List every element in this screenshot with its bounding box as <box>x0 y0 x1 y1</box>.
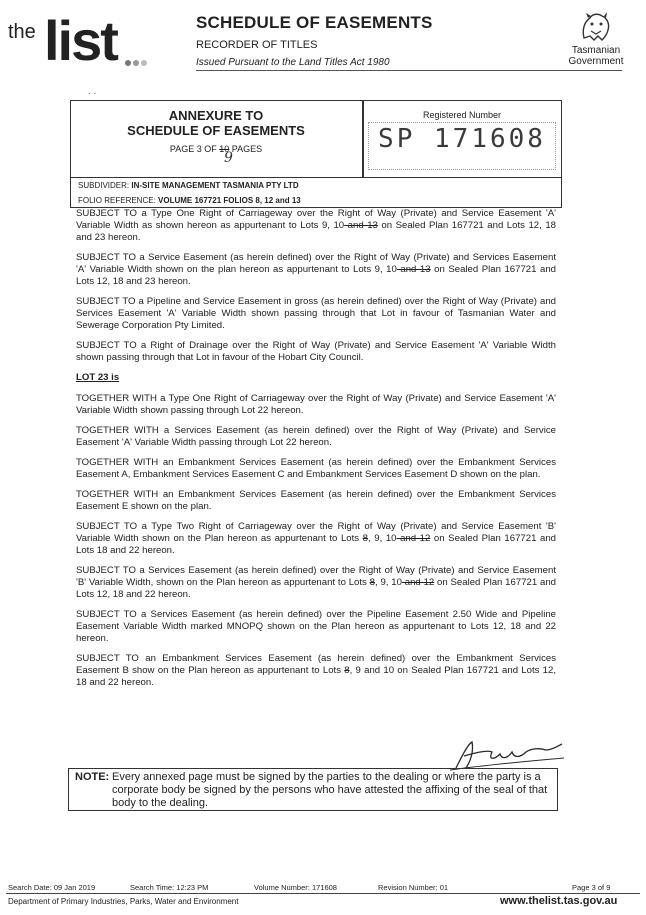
page-indicator: Page 3 of 9 <box>572 883 611 892</box>
folio-reference-line: FOLIO REFERENCE: VOLUME 167721 FOLIOS 8, 12 and 13 <box>78 196 301 205</box>
subdivider-name: IN-SITE MANAGEMENT TASMANIA PTY LTD <box>131 181 299 190</box>
logo-big-text: list <box>44 9 117 70</box>
note-label: NOTE: <box>75 771 110 783</box>
lot-heading: LOT 23 is <box>76 372 120 383</box>
paragraph-12: SUBJECT TO an Embankment Services Easement (as herein defined) over the Embankment Services Easement B show on the Plan hereon as appurtenant to Lots 8, 9 and 10 on Sealed Plan 167721 and Lots 12, 18 and 22 hereon. <box>76 653 556 688</box>
paragraph-1: SUBJECT TO a Type One Right of Carriageway over the Right of Way (Private) and Service Easement 'A' Variable Width as shown hereon as appurtenant to Lots 9, 10 and 13 on Sealed Plan 167721 and Lots 12, 18 and 23 hereon. <box>76 208 556 243</box>
annexure-heading <box>70 108 362 154</box>
annexure-page-count: PAGE 3 OF 10 PAGES <box>169 144 263 154</box>
struck-text: and 13 <box>344 220 378 231</box>
paragraph-10: SUBJECT TO a Services Easement (as herein defined) over the Right of Way (Private) and Service Easement 'B' Variable Width, shown on the Plan hereon as appurtenant to Lots 8, 9, 10 and 12 on Sealed Plan 167721 and Lots 12, 18 and 22 hereon. <box>76 565 557 600</box>
issued-pursuant: Issued Pursuant to the Land Titles Act 1980 <box>196 57 390 68</box>
subdivider-line: SUBDIVIDER: IN-SITE MANAGEMENT TASMANIA PTY LTD <box>78 181 299 190</box>
annexure-title-line-1: ANNEXURE TO <box>168 108 264 123</box>
revision-number: Revision Number: 01 <box>378 883 449 892</box>
paragraph-8: TOGETHER WITH an Embankment Services Easement (as herein defined) over the Embankment Services Easement E shown on the plan. <box>76 489 556 512</box>
document-title: SCHEDULE OF EASEMENTS <box>196 13 433 32</box>
struck-text: 8 <box>362 533 369 544</box>
paragraph-5: TOGETHER WITH a Type One Right of Carriageway over the Right of Way (Private) and Service Easement 'A' Variable Width shown passing through Lot 22 hereon. <box>76 393 556 416</box>
registered-number-label: Registered Number <box>422 110 502 120</box>
struck-text: and 12 <box>401 577 435 588</box>
handwritten-page-total: 9 <box>224 150 233 166</box>
paragraph-9: SUBJECT TO a Type Two Right of Carriageway over the Right of Way (Private) and Service Easement 'B' Variable Width shown on the Plan hereon as appurtenant to Lots 8, 9, 10 and 12 on Sealed Plan 167721 and Lots 18 and 22 hereon. <box>76 521 557 556</box>
easement-text <box>76 208 556 697</box>
struck-page-total: 10 <box>219 144 230 154</box>
folio-reference-value: VOLUME 167721 FOLIOS 8, 12 and 13 <box>158 196 301 205</box>
paragraph-2: SUBJECT TO a Service Easement (as herein defined) over the Right of Way (Private) and Services Easement 'A' Variable Width shown on the plan hereon as appurtenant to Lots 9, 10 and 13 on Sealed Plan 167721 and Lots 12, 18 and 23 hereon. <box>76 252 557 287</box>
struck-text: 8 <box>369 577 375 588</box>
struck-text: 8 <box>344 665 350 676</box>
document-subtitle: RECORDER OF TITLES <box>196 39 318 51</box>
logo-small-text: the <box>8 21 36 43</box>
note-text: Every annexed page must be signed by the parties to the dealing or where the party is a corporate body be signed by the persons who have attested the affixing of the seal of that body to the dealing. <box>112 771 548 809</box>
department-name: Department of Primary Industries, Parks, Water and Environment <box>8 897 239 906</box>
paragraph-3: SUBJECT TO a Pipeline and Service Easement in gross (as herein defined) over the Right of Way (Private) and Services Easement 'A' Variable Width shown passing through that Lot in favour of Tasmanian Water and Sewerage Corporation Pty Limited. <box>76 296 556 331</box>
struck-text: and 12 <box>396 533 431 544</box>
annexure-title-line-2: SCHEDULE OF EASEMENTS <box>127 123 305 138</box>
paragraph-4: SUBJECT TO a Right of Drainage over the Right of Way (Private) and Service Easement 'A' Variable Width shown passing through that Lot in favour of the Hobart City Council. <box>76 340 556 363</box>
search-time: Search Time: 12:23 PM <box>130 883 209 892</box>
website-link[interactable]: www.thelist.tas.gov.au <box>500 895 618 907</box>
paragraph-7: TOGETHER WITH an Embankment Services Easement (as herein defined) over the Embankment Services Easement A, Embankment Services Easement C and Embankment Services Easement D shown on the plan. <box>76 457 556 480</box>
header-divider <box>196 70 622 71</box>
struck-text: and 13 <box>396 264 431 275</box>
gov-line-1: Tasmanian <box>571 45 621 56</box>
paragraph-6: TOGETHER WITH a Services Easement (as herein defined) over the Right of Way (Private) and Service Easement 'A' Variable Width passing through Lot 22 hereon. <box>76 425 556 448</box>
the-list-logo <box>8 8 153 70</box>
registered-number-stamp: SP 171608 <box>378 124 546 154</box>
handwritten-signature <box>448 738 566 772</box>
tasmanian-devil-crest-icon <box>574 10 618 44</box>
inserted-text: , 10 <box>327 220 345 231</box>
search-date: Search Date: 09 Jan 2019 <box>8 883 96 892</box>
footer-divider <box>6 893 640 894</box>
tasmanian-government-label <box>556 45 636 67</box>
gov-line-2: Government <box>568 56 624 67</box>
paragraph-11: SUBJECT TO a Services Easement (as herein defined) over the Pipeline Easement 2.50 Wide and Pipeline Easement Variable Width marked MNOPQ shown on the Plan hereon as appurtenant to Lots 12, 18 and 22 hereon. <box>76 609 556 644</box>
scan-mark: · · <box>88 88 97 98</box>
volume-number: Volume Number: 171608 <box>254 883 337 892</box>
